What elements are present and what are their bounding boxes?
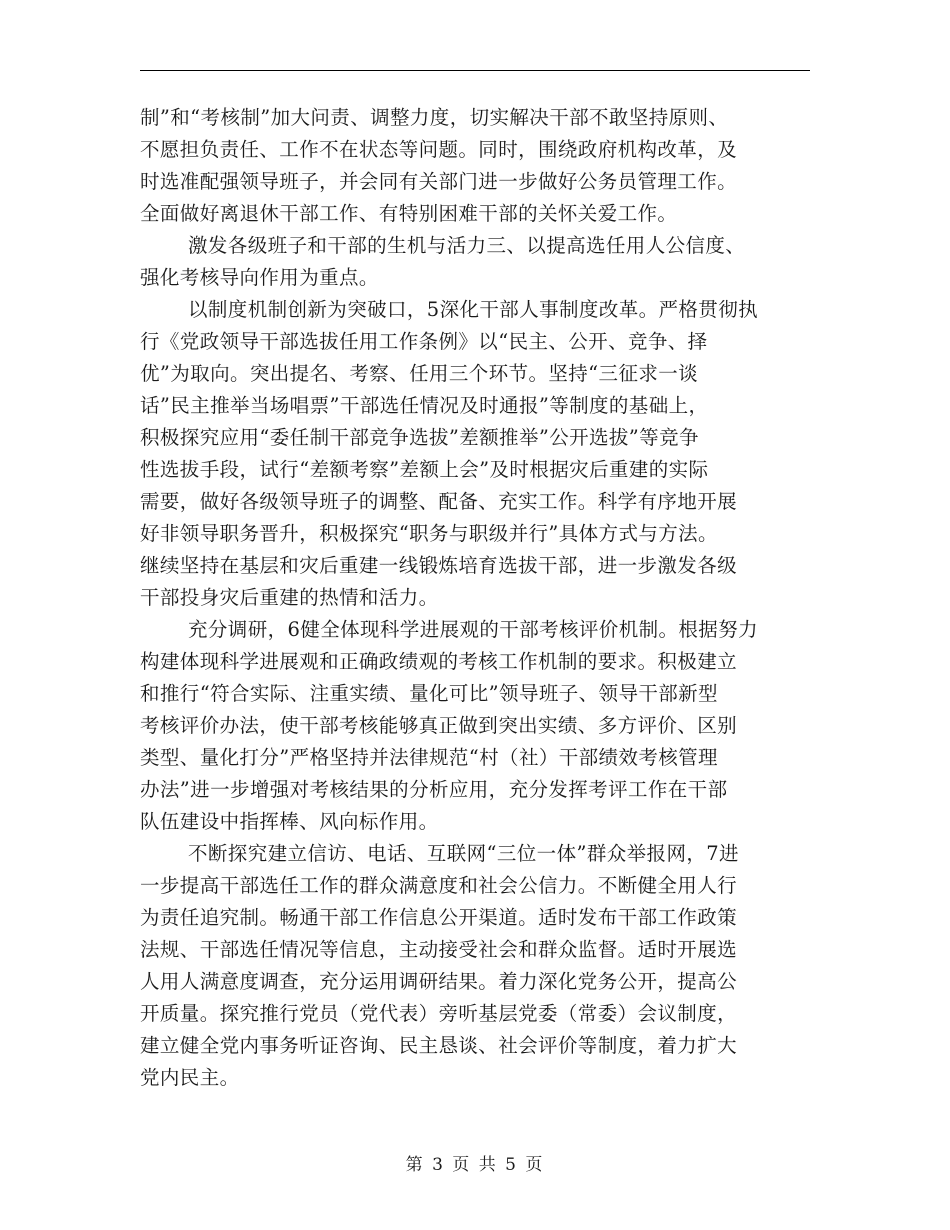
text-line: 建立健全党内事务听证咨询、民主恳谈、社会评价等制度，着力扩大 — [140, 1034, 738, 1057]
document-body — [140, 102, 810, 1094]
text-line: 队伍建设中指挥棒、风向标作用。 — [140, 810, 439, 833]
paragraph — [140, 838, 810, 1094]
text-line: 开质量。探究推行党员（党代表）旁听基层党委（常委）会议制度， — [140, 1002, 738, 1025]
text-line: 一步提高干部选任工作的群众满意度和社会公信力。不断健全用人行 — [140, 874, 738, 897]
page-number-footer: 第 3 页 共 5 页 — [405, 1155, 545, 1175]
text-line: 优”为取向。突出提名、考察、任用三个环节。坚持“三征求一谈 — [140, 362, 699, 385]
paragraph — [140, 102, 810, 230]
text-line: 办法”进一步增强对考核结果的分析应用，充分发挥考评工作在干部 — [140, 778, 728, 801]
text-line: 类型、量化打分”严格坚持并法律规范“村（社）干部绩效考核管理 — [140, 746, 718, 769]
text-line: 强化考核导向作用为重点。 — [140, 266, 379, 289]
text-line: 考核评价办法，使干部考核能够真正做到突出实绩、多方评价、区别 — [140, 714, 738, 737]
text-line: 需要，做好各级领导班子的调整、配备、充实工作。科学有序地开展 — [140, 490, 738, 513]
text-line: 好非领导职务晋升，积极探究“职务与职级并行”具体方式与方法。 — [140, 522, 718, 545]
text-line: 不断探究建立信访、电话、互联网“三位一体”群众举报网，7进 — [188, 842, 739, 865]
text-line: 法规、干部选任情况等信息，主动接受社会和群众监督。适时开展选 — [140, 938, 738, 961]
text-line: 构建体现科学进展观和正确政绩观的考核工作机制的要求。积极建立 — [140, 650, 738, 673]
text-line: 继续坚持在基层和灾后重建一线锻炼培育选拔干部，进一步激发各级 — [140, 554, 738, 577]
text-line: 全面做好离退休干部工作、有特别困难干部的关怀关爱工作。 — [140, 202, 678, 225]
text-line: 和推行“符合实际、注重实绩、量化可比”领导班子、领导干部新型 — [140, 682, 718, 705]
text-line: 积极探究应用“委任制干部竞争选拔”差额推举”公开选拔”等竞争 — [140, 426, 699, 449]
text-line: 激发各级班子和干部的生机与活力三、以提高选任用人公信度、 — [188, 234, 746, 257]
text-line: 时选准配强领导班子，并会同有关部门进一步做好公务员管理工作。 — [140, 170, 738, 193]
paragraph — [140, 614, 810, 838]
text-line: 制”和“考核制”加大问责、调整力度，切实解决干部不敢坚持原则、 — [140, 106, 729, 129]
header-rule — [140, 70, 810, 71]
text-line: 为责任追究制。畅通干部工作信息公开渠道。适时发布干部工作政策 — [140, 906, 738, 929]
text-line: 以制度机制创新为突破口，5深化干部人事制度改革。严格贯彻执 — [188, 298, 759, 321]
text-line: 不愿担负责任、工作不在状态等问题。同时，围绕政府机构改革，及 — [140, 138, 738, 161]
text-line: 行《党政领导干部选拔任用工作条例》以“民主、公开、竞争、择 — [140, 330, 708, 353]
text-line: 话”民主推举当场唱票”干部选任情况及时通报”等制度的基础上， — [140, 394, 709, 417]
text-line: 党内民主。 — [140, 1066, 240, 1089]
paragraph — [140, 294, 810, 614]
text-line: 干部投身灾后重建的热情和活力。 — [140, 586, 439, 609]
paragraph — [140, 230, 810, 294]
text-line: 人用人满意度调查，充分运用调研结果。着力深化党务公开，提高公 — [140, 970, 738, 993]
text-line: 充分调研，6健全体现科学进展观的干部考核评价机制。根据努力 — [188, 618, 759, 641]
text-line: 性选拔手段，试行“差额考察”差额上会”及时根据灾后重建的实际 — [140, 458, 709, 481]
